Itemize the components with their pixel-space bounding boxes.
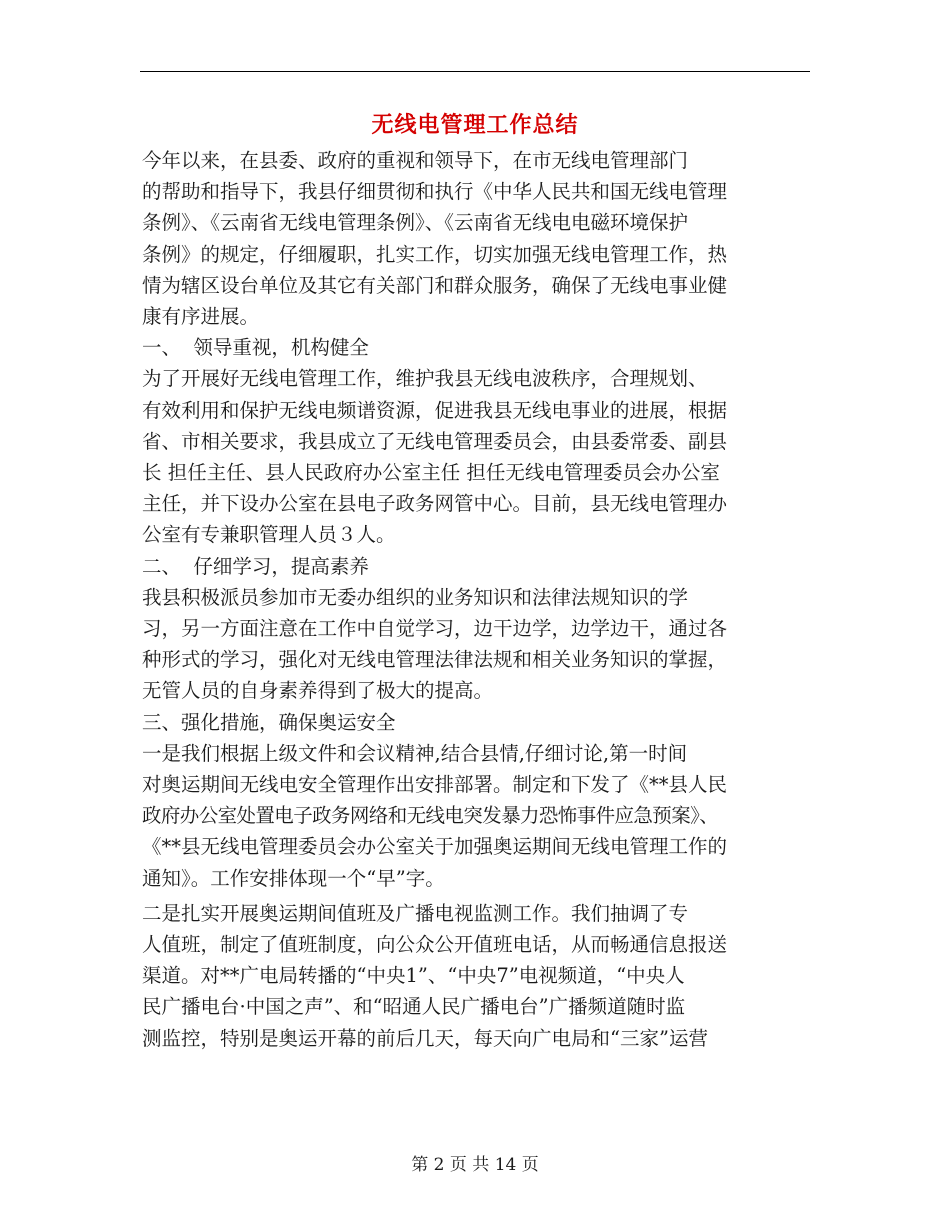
body-line: 省、市相关要求，我县成立了无线电管理委员会，由县委常委、副县 bbox=[142, 429, 728, 453]
body-line: 条例》、《云南省无线电管理条例》、《云南省无线电电磁环境保护 bbox=[142, 211, 689, 235]
body-line: 的帮助和指导下，我县仔细贯彻和执行《中华人民共和国无线电管理 bbox=[142, 180, 728, 204]
body-line: 政府办公室处置电子政务网络和无线电突发暴力恐怖事件应急预案》、 bbox=[142, 804, 719, 828]
document-title: 无线电管理工作总结 bbox=[371, 112, 579, 138]
page-number-footer: 第 2 页 共 14 页 bbox=[411, 1155, 539, 1175]
body-line: 通知》。工作安排体现一个“早”字。 bbox=[142, 866, 445, 890]
body-line: 情为辖区设台单位及其它有关部门和群众服务，确保了无线电事业健 bbox=[142, 273, 728, 297]
body-line: 公室有专兼职管理人员３人。 bbox=[142, 523, 396, 547]
body-line: 条例》的规定，仔细履职，扎实工作，切实加强无线电管理工作，热 bbox=[142, 242, 728, 266]
body-line: 康有序进展。 bbox=[142, 305, 260, 329]
section-heading: 二、 仔细学习，提高素养 bbox=[142, 554, 369, 578]
body-line: 种形式的学习，强化对无线电管理法律法规和相关业务知识的掌握， bbox=[142, 648, 728, 672]
body-line: 《**县无线电管理委员会办公室关于加强奥运期间无线电管理工作的 bbox=[142, 835, 728, 859]
body-line: 一是我们根据上级文件和会议精神,结合县情,仔细讨论,第一时间 bbox=[142, 741, 688, 765]
section-heading: 一、 领导重视，机构健全 bbox=[142, 336, 369, 360]
body-line: 民广播电台·中国之声”、和“昭通人民广播电台”广播频道随时监 bbox=[142, 995, 686, 1019]
body-line: 对奥运期间无线电安全管理作出安排部署。制定和下发了《**县人民 bbox=[142, 773, 728, 797]
body-line: 二是扎实开展奥运期间值班及广播电视监测工作。我们抽调了专 bbox=[142, 901, 689, 925]
body-line: 今年以来，在县委、政府的重视和领导下，在市无线电管理部门 bbox=[142, 149, 689, 172]
body-line: 无管人员的自身素养得到了极大的提高。 bbox=[142, 679, 494, 703]
body-line: 测监控，特别是奥运开幕的前后几天，每天向广电局和“三家”运营 bbox=[142, 1026, 708, 1050]
header-rule bbox=[140, 71, 810, 72]
body-line: 渠道。对**广电局转播的“中央1”、“中央7”电视频道，“中央人 bbox=[142, 964, 685, 988]
document-body bbox=[142, 145, 810, 1054]
body-line: 我县积极派员参加市无委办组织的业务知识和法律法规知识的学 bbox=[142, 585, 689, 609]
body-line: 长 担任主任、县人民政府办公室主任 担任无线电管理委员会办公室 bbox=[142, 461, 720, 485]
section-heading: 三、强化措施，确保奥运安全 bbox=[142, 710, 396, 734]
body-line: 人值班，制定了值班制度，向公众公开值班电话，从而畅通信息报送 bbox=[142, 933, 728, 957]
body-line: 主任，并下设办公室在县电子政务网管中心。目前，县无线电管理办 bbox=[142, 492, 728, 516]
body-line: 习，另一方面注意在工作中自觉学习，边干边学，边学边干，通过各 bbox=[142, 617, 728, 641]
body-line: 为了开展好无线电管理工作，维护我县无线电波秩序，合理规划、 bbox=[142, 367, 708, 391]
body-line: 有效利用和保护无线电频谱资源，促进我县无线电事业的进展，根据 bbox=[142, 398, 728, 422]
